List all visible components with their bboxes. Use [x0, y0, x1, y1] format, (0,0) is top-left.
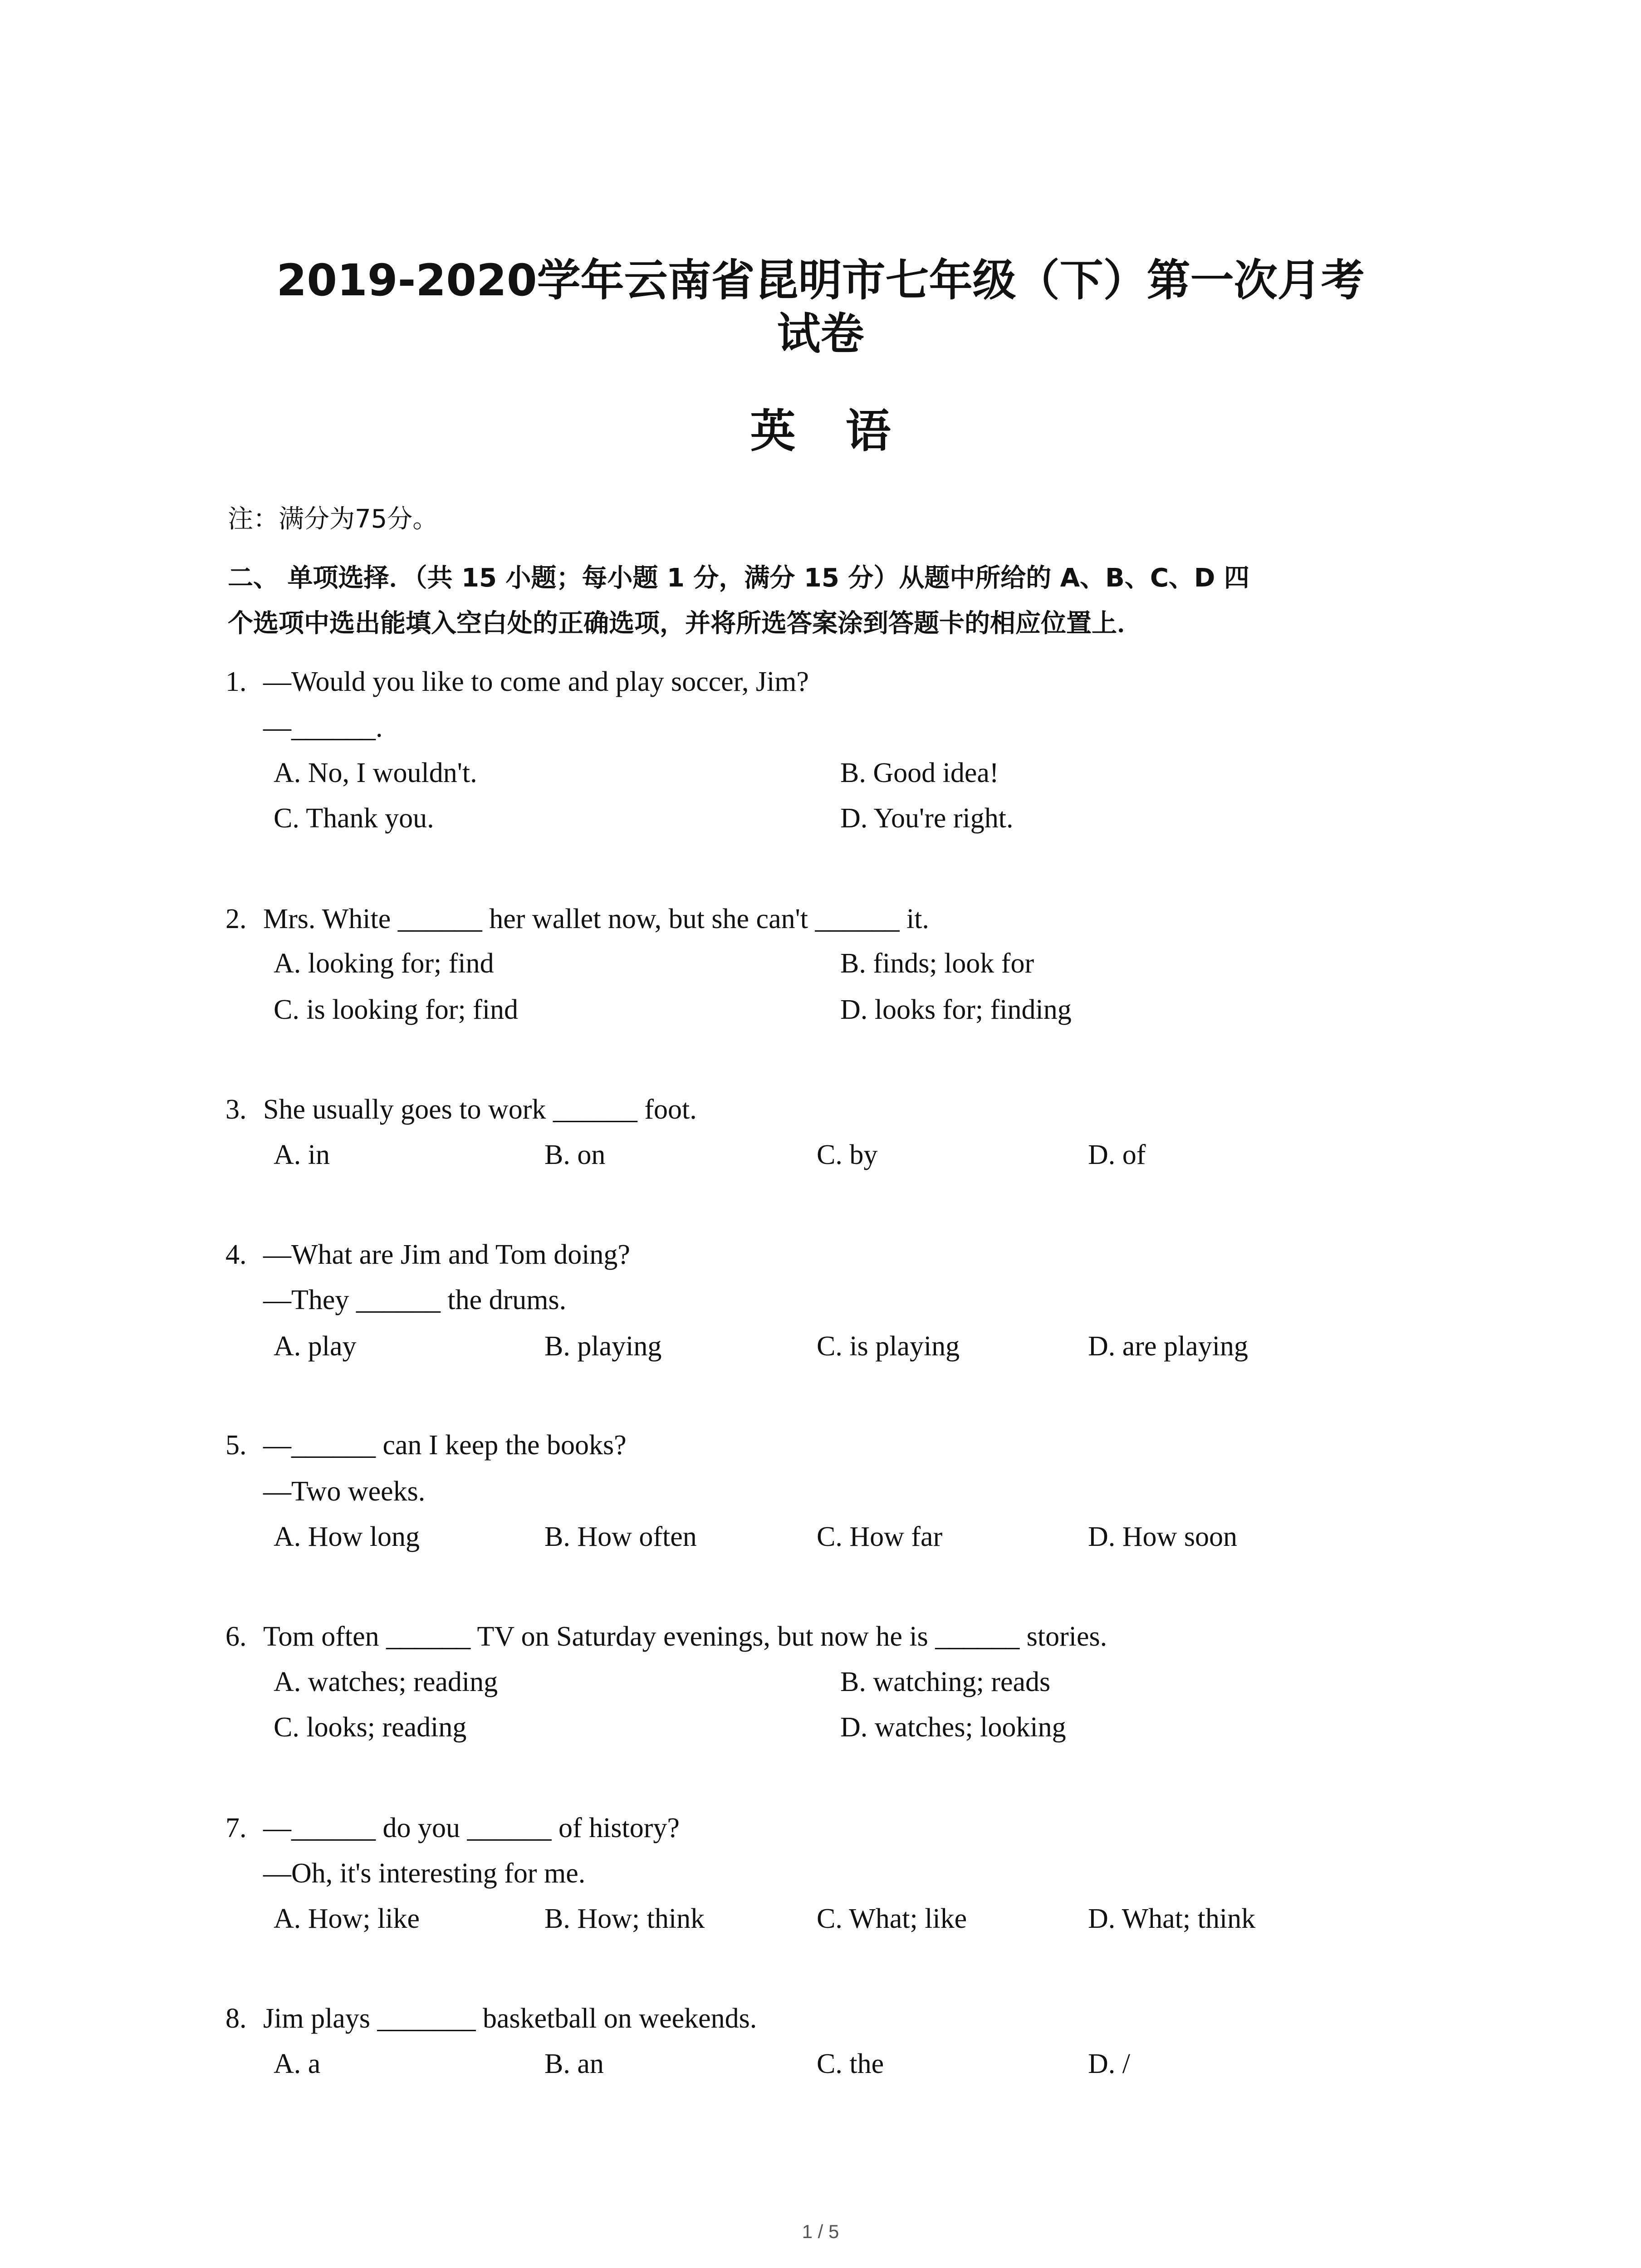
option-d[interactable]: D. How soon — [1088, 1521, 1237, 1552]
option-b[interactable]: B. How often — [544, 1521, 697, 1552]
question-stem: Mrs. White ______ her wallet now, but she can't ______ it. — [263, 904, 929, 934]
question-number: 1. — [225, 666, 247, 697]
subject-heading: 英语 — [750, 404, 941, 458]
option-c[interactable]: C. the — [817, 2048, 884, 2079]
option-d[interactable]: D. are playing — [1088, 1331, 1248, 1362]
option-a[interactable]: A. in — [274, 1139, 330, 1170]
option-d[interactable]: D. / — [1088, 2048, 1130, 2079]
option-c[interactable]: C. by — [817, 1139, 878, 1170]
question-stem: —______. — [263, 712, 383, 743]
option-c[interactable]: C. is looking for; find — [274, 994, 519, 1025]
option-b[interactable]: B. an — [544, 2048, 604, 2079]
exam-title-line2: 试卷 — [777, 308, 864, 359]
question-stem: —______ do you ______ of history? — [263, 1813, 680, 1843]
exam-title-line1: 2019-2020学年云南省昆明市七年级（下）第一次月考 — [276, 255, 1365, 306]
option-b[interactable]: B. How; think — [544, 1903, 705, 1934]
option-c[interactable]: C. How far — [817, 1521, 943, 1552]
section-instructions-line1: 二、 单项选择．（共 15 小题；每小题 1 分，满分 15 分）从题中所给的 A、B、C、D 四 — [228, 563, 1249, 593]
question-stem: —Would you like to come and play soccer, Jim? — [263, 666, 809, 697]
option-a[interactable]: A. play — [274, 1331, 357, 1362]
option-a[interactable]: A. looking for; find — [274, 948, 494, 979]
option-d[interactable]: D. What; think — [1088, 1903, 1256, 1934]
option-d[interactable]: D. looks for; finding — [840, 994, 1072, 1025]
section-instructions-line2: 个选项中选出能填入空白处的正确选项，并将所选答案涂到答题卡的相应位置上． — [228, 609, 1142, 638]
question-stem: Tom often ______ TV on Saturday evenings, but now he is ______ stories. — [263, 1621, 1107, 1652]
question-stem: —They ______ the drums. — [263, 1285, 567, 1315]
question-number: 7. — [225, 1813, 247, 1843]
question-stem: —Oh, it's interesting for me. — [263, 1858, 586, 1889]
question-stem: Jim plays _______ basketball on weekends. — [263, 2003, 757, 2034]
option-b[interactable]: B. playing — [544, 1331, 662, 1362]
option-c[interactable]: C. What; like — [817, 1903, 967, 1934]
question-stem: —What are Jim and Tom doing? — [263, 1239, 630, 1270]
page-number: 1 / 5 — [802, 2221, 839, 2242]
option-c[interactable]: C. Thank you. — [274, 803, 434, 834]
question-number: 6. — [225, 1621, 247, 1652]
question-number: 8. — [225, 2003, 247, 2034]
question-stem: She usually goes to work ______ foot. — [263, 1094, 697, 1125]
question-number: 5. — [225, 1430, 247, 1461]
question-stem: —Two weeks. — [263, 1476, 426, 1507]
option-a[interactable]: A. How; like — [274, 1903, 420, 1934]
question-number: 4. — [225, 1239, 247, 1270]
option-c[interactable]: C. looks; reading — [274, 1712, 467, 1743]
question-stem: —______ can I keep the books? — [263, 1430, 627, 1461]
option-c[interactable]: C. is playing — [817, 1331, 960, 1362]
option-a[interactable]: A. watches; reading — [274, 1667, 498, 1697]
option-a[interactable]: A. No, I wouldn't. — [274, 758, 477, 788]
option-b[interactable]: B. Good idea! — [840, 758, 999, 788]
question-number: 3. — [225, 1094, 247, 1125]
option-d[interactable]: D. You're right. — [840, 803, 1014, 834]
option-b[interactable]: B. on — [544, 1139, 606, 1170]
option-d[interactable]: D. watches; looking — [840, 1712, 1066, 1743]
option-b[interactable]: B. watching; reads — [840, 1667, 1051, 1697]
option-d[interactable]: D. of — [1088, 1139, 1146, 1170]
option-a[interactable]: A. How long — [274, 1521, 420, 1552]
score-note: 注：满分为75分。 — [228, 504, 438, 534]
option-a[interactable]: A. a — [274, 2048, 321, 2079]
option-b[interactable]: B. finds; look for — [840, 948, 1034, 979]
question-number: 2. — [225, 904, 247, 934]
